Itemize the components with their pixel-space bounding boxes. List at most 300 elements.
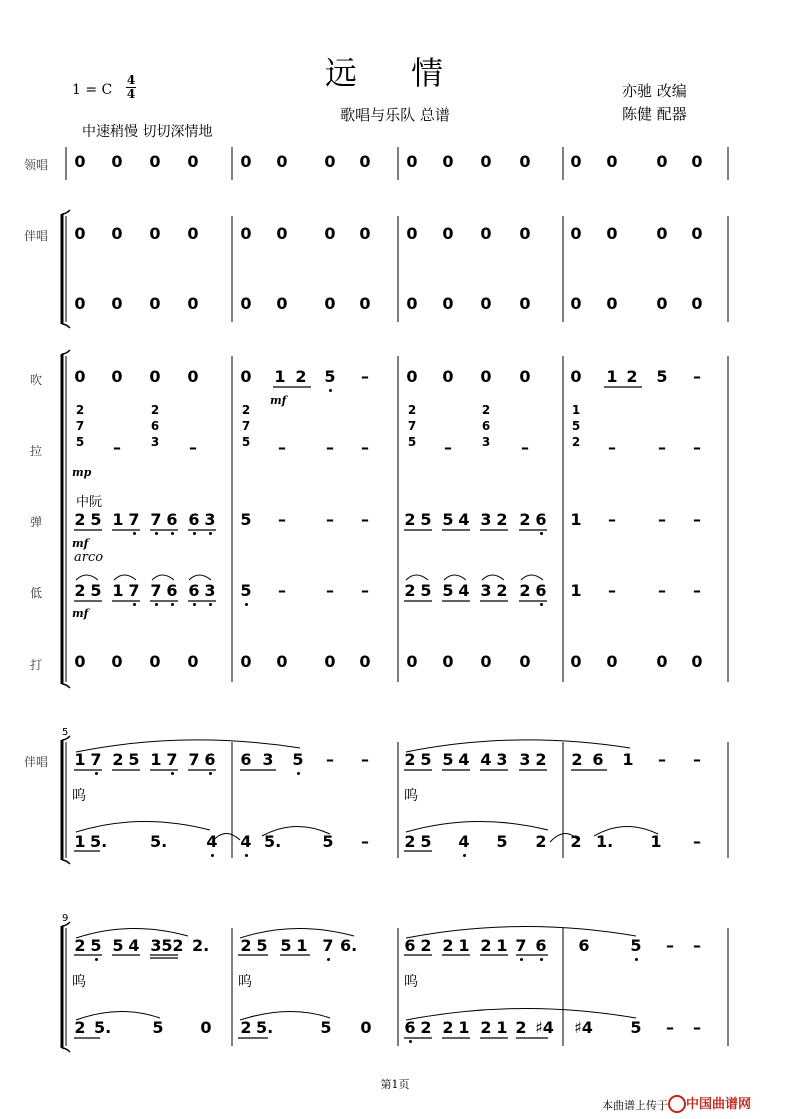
note: –	[361, 367, 369, 386]
note: 6	[535, 510, 547, 529]
dynamic-mf-wind: mf	[270, 394, 287, 407]
note: 3	[150, 936, 162, 955]
note: 1	[570, 510, 582, 529]
note: –	[278, 581, 286, 600]
arco-marking: arco	[74, 550, 104, 565]
note: 5	[496, 832, 508, 851]
note: 1	[570, 581, 582, 600]
octave-dot-below	[540, 603, 543, 606]
note: 5	[324, 367, 336, 386]
note: –	[361, 581, 369, 600]
note: 1	[150, 750, 162, 769]
note: 6	[166, 510, 178, 529]
note: 0	[691, 652, 703, 671]
note: 2	[519, 581, 531, 600]
note: 0	[656, 294, 668, 313]
chord-note: 7	[407, 419, 417, 433]
note: 4	[458, 750, 470, 769]
note: 0	[406, 152, 418, 171]
octave-dot-below	[155, 532, 158, 535]
note: 0	[149, 652, 161, 671]
note: 2	[420, 936, 432, 955]
note: 0	[442, 367, 454, 386]
octave-dot-below	[209, 603, 212, 606]
note: –	[361, 832, 369, 851]
note: 6	[188, 510, 200, 529]
note: 0	[442, 652, 454, 671]
note: 2	[480, 1018, 492, 1037]
lyric-wu-2: 呜	[404, 788, 418, 804]
note: 7	[515, 936, 527, 955]
note: 0	[606, 652, 618, 671]
note: 5	[90, 936, 102, 955]
note: 2.	[192, 936, 210, 955]
chord-note: 5	[571, 419, 581, 433]
note: 5.	[264, 832, 282, 851]
chord-note: 6	[481, 419, 491, 433]
note: 0	[149, 224, 161, 243]
note: –	[608, 510, 616, 529]
note: –	[521, 438, 529, 457]
octave-dot-below	[540, 532, 543, 535]
note: 0	[406, 224, 418, 243]
note: 0	[149, 294, 161, 313]
octave-dot-below	[327, 958, 330, 961]
note: 0	[656, 224, 668, 243]
note: 4	[458, 510, 470, 529]
note: 5.	[94, 1018, 112, 1037]
octave-dot-below	[409, 1040, 412, 1043]
note: 0	[406, 652, 418, 671]
note: –	[278, 510, 286, 529]
note: 0	[442, 294, 454, 313]
note: –	[113, 438, 121, 457]
note: 2	[74, 1018, 86, 1037]
note: 5	[322, 832, 334, 851]
note: 2	[240, 1018, 252, 1037]
lyric-wu-5: 呜	[404, 974, 418, 990]
note: 2	[626, 367, 638, 386]
note: 5	[112, 936, 124, 955]
label-backing: 伴唱	[24, 229, 49, 243]
octave-dot-below	[171, 603, 174, 606]
label-backing-2: 伴唱	[24, 755, 49, 769]
note: 7	[150, 510, 162, 529]
note: 4	[458, 581, 470, 600]
note: 0	[187, 367, 199, 386]
note: 0	[606, 294, 618, 313]
note: 5	[240, 510, 252, 529]
note: 5	[90, 581, 102, 600]
chord-note: 2	[150, 403, 160, 417]
note: –	[361, 750, 369, 769]
note: –	[608, 581, 616, 600]
note: 0	[74, 224, 86, 243]
note: ♯4	[535, 1018, 554, 1037]
score-subtitle: 歌唱与乐队 总谱	[340, 106, 450, 124]
note: –	[658, 438, 666, 457]
note: 6	[535, 581, 547, 600]
note: 0	[187, 152, 199, 171]
note: 0	[187, 224, 199, 243]
note: –	[693, 367, 701, 386]
octave-dot-below	[171, 532, 174, 535]
octave-dot-below	[193, 532, 196, 535]
lyric-wu-3: 呜	[72, 974, 86, 990]
note: 0	[570, 294, 582, 313]
note: 7	[188, 750, 200, 769]
note: 0	[359, 224, 371, 243]
note: 2	[535, 832, 547, 851]
note: 0	[480, 224, 492, 243]
note: –	[326, 510, 334, 529]
octave-dot-below	[520, 958, 523, 961]
lyric-wu-4: 呜	[238, 974, 252, 990]
note: 0	[74, 652, 86, 671]
note: –	[693, 581, 701, 600]
note: 0	[111, 367, 123, 386]
octave-dot-below	[193, 603, 196, 606]
chord-note: 5	[407, 435, 417, 449]
note: 3	[480, 581, 492, 600]
note: 0	[359, 652, 371, 671]
note: 1	[650, 832, 662, 851]
note: 1	[496, 936, 508, 955]
arranger-credit: 亦驰 改编	[622, 82, 687, 100]
note: 0	[606, 152, 618, 171]
note: 0	[480, 152, 492, 171]
note: 5	[90, 510, 102, 529]
note: 7	[90, 750, 102, 769]
octave-dot-below	[133, 532, 136, 535]
note: 2	[571, 750, 583, 769]
note: 2	[404, 750, 416, 769]
note: 2	[480, 936, 492, 955]
note: 5	[292, 750, 304, 769]
note: –	[693, 1018, 701, 1037]
note: –	[189, 438, 197, 457]
note: 2	[519, 510, 531, 529]
dynamic-mf-plucked: mf	[72, 537, 89, 550]
note: 5	[656, 367, 668, 386]
octave-dot-below	[95, 772, 98, 775]
note: 0	[111, 294, 123, 313]
chord-note: 3	[481, 435, 491, 449]
dynamic-mp-bowed: mp	[72, 466, 92, 479]
note: 0	[111, 652, 123, 671]
note: 2	[496, 510, 508, 529]
note: 7	[128, 581, 140, 600]
chord-note: 2	[571, 435, 581, 449]
octave-dot-below	[171, 772, 174, 775]
note: 0	[442, 224, 454, 243]
note: 0	[606, 224, 618, 243]
chord-note: 7	[241, 419, 251, 433]
octave-dot-below	[209, 532, 212, 535]
octave-dot-below	[155, 603, 158, 606]
note: –	[278, 438, 286, 457]
note: 1	[296, 936, 308, 955]
note: 3	[204, 510, 216, 529]
note: 0	[519, 294, 531, 313]
note: 0	[691, 224, 703, 243]
note: 1	[622, 750, 634, 769]
chord-note: 5	[75, 435, 85, 449]
note: 7	[322, 936, 334, 955]
note: 6	[404, 936, 416, 955]
chord-note: 2	[407, 403, 417, 417]
note: 0	[276, 152, 288, 171]
time-signature-top: 4	[126, 73, 136, 87]
note: 6	[578, 936, 590, 955]
note: 6	[188, 581, 200, 600]
octave-dot-below	[297, 772, 300, 775]
note: 5	[420, 510, 432, 529]
note: 0	[111, 224, 123, 243]
note: 0	[149, 367, 161, 386]
note: 2	[74, 510, 86, 529]
label-low: 低	[30, 586, 43, 600]
note: 0	[74, 152, 86, 171]
note: 4	[458, 832, 470, 851]
note: –	[693, 832, 701, 851]
note: 0	[570, 652, 582, 671]
note: 0	[324, 652, 336, 671]
note: –	[666, 1018, 674, 1037]
chord-note: 2	[75, 403, 85, 417]
note: 5	[442, 510, 454, 529]
label-wind: 吹	[30, 373, 43, 387]
note: 0	[570, 224, 582, 243]
chord-note: 3	[150, 435, 160, 449]
note: –	[326, 750, 334, 769]
note: 5	[442, 581, 454, 600]
note: 4	[128, 936, 140, 955]
note: 6	[166, 581, 178, 600]
note: 0	[519, 367, 531, 386]
note: 0	[519, 152, 531, 171]
note: 0	[480, 294, 492, 313]
note: 2	[404, 581, 416, 600]
note: –	[693, 750, 701, 769]
note: 0	[187, 294, 199, 313]
note: 1	[606, 367, 618, 386]
note: 0	[519, 224, 531, 243]
octave-dot-below	[95, 958, 98, 961]
note: ♯4	[574, 1018, 593, 1037]
note: 0	[74, 367, 86, 386]
note: 2	[496, 581, 508, 600]
note: 2	[515, 1018, 527, 1037]
note: 0	[480, 367, 492, 386]
site-logo-icon	[668, 1095, 686, 1113]
note: 5	[420, 750, 432, 769]
note: 0	[187, 652, 199, 671]
measure-number-9: 9	[62, 913, 69, 924]
note: 1	[274, 367, 286, 386]
note: 0	[656, 152, 668, 171]
note: 7	[166, 750, 178, 769]
note: 4	[240, 832, 252, 851]
note: 0	[442, 152, 454, 171]
note: –	[326, 438, 334, 457]
note: 0	[240, 152, 252, 171]
note: 7	[128, 510, 140, 529]
note: 2	[172, 936, 184, 955]
octave-dot-below	[635, 958, 638, 961]
note: –	[326, 581, 334, 600]
note: 6	[535, 936, 547, 955]
note: 5	[256, 936, 268, 955]
note: 1	[458, 936, 470, 955]
note: 0	[656, 652, 668, 671]
note: 5	[161, 936, 173, 955]
note: 1	[458, 1018, 470, 1037]
octave-dot-below	[540, 958, 543, 961]
dynamic-mf-low: mf	[72, 607, 89, 620]
note: 0	[276, 224, 288, 243]
note: 1	[496, 1018, 508, 1037]
note: 3	[204, 581, 216, 600]
note: 0	[240, 224, 252, 243]
note: 2	[420, 1018, 432, 1037]
note: 7	[150, 581, 162, 600]
note: 6	[240, 750, 252, 769]
note: 0	[359, 294, 371, 313]
orchestrator-credit: 陈健 配器	[622, 105, 687, 123]
site-name: 中国曲谱网	[686, 1097, 752, 1112]
chord-note: 2	[241, 403, 251, 417]
note: 0	[360, 1018, 372, 1037]
note: 2	[240, 936, 252, 955]
chord-note: 2	[481, 403, 491, 417]
note: 5	[630, 936, 642, 955]
score-title: 远 情	[324, 54, 466, 92]
note: –	[608, 438, 616, 457]
note: 0	[406, 367, 418, 386]
octave-dot-below	[463, 854, 466, 857]
note: 5	[630, 1018, 642, 1037]
chord-note: 1	[571, 403, 581, 417]
note: 5	[420, 832, 432, 851]
chord-note: 5	[241, 435, 251, 449]
octave-dot-below	[329, 389, 332, 392]
measure-number-5: 5	[62, 727, 69, 738]
note: –	[361, 438, 369, 457]
key-signature: 1 = C	[72, 82, 113, 98]
note: 2	[442, 936, 454, 955]
note: –	[693, 510, 701, 529]
octave-dot-below	[209, 772, 212, 775]
note: 5.	[90, 832, 108, 851]
note: 2	[74, 581, 86, 600]
note: 0	[200, 1018, 212, 1037]
note: 5	[420, 581, 432, 600]
note: 3	[480, 510, 492, 529]
note: 0	[691, 152, 703, 171]
note: 6	[592, 750, 604, 769]
note: 0	[359, 152, 371, 171]
note: 3	[496, 750, 508, 769]
note: 0	[74, 294, 86, 313]
note: 6	[204, 750, 216, 769]
upload-text: 本曲谱上传于	[602, 1099, 668, 1112]
note: 1	[112, 581, 124, 600]
note: 0	[276, 294, 288, 313]
octave-dot-below	[211, 854, 214, 857]
note: 1	[74, 832, 86, 851]
note: 5	[152, 1018, 164, 1037]
note: –	[361, 510, 369, 529]
octave-dot-below	[133, 603, 136, 606]
note: 1	[74, 750, 86, 769]
note: 5	[128, 750, 140, 769]
note: 2	[535, 750, 547, 769]
note: 0	[240, 294, 252, 313]
lyric-wu-1: 呜	[72, 788, 86, 804]
note: 0	[324, 224, 336, 243]
note: 2	[112, 750, 124, 769]
note: 0	[324, 294, 336, 313]
note: 0	[519, 652, 531, 671]
note: 3	[262, 750, 274, 769]
note: –	[444, 438, 452, 457]
note: 0	[570, 367, 582, 386]
note: 3	[519, 750, 531, 769]
note: 5.	[150, 832, 168, 851]
note: 0	[406, 294, 418, 313]
note: –	[658, 750, 666, 769]
note: 1	[112, 510, 124, 529]
note: –	[658, 581, 666, 600]
note: –	[693, 438, 701, 457]
note: 0	[691, 294, 703, 313]
note: 5	[280, 936, 292, 955]
note: 0	[570, 152, 582, 171]
note: 2	[74, 936, 86, 955]
note: 0	[480, 652, 492, 671]
note: 2	[295, 367, 307, 386]
note: 4	[480, 750, 492, 769]
note: 0	[240, 652, 252, 671]
note: 6.	[340, 936, 358, 955]
label-bowed: 拉	[30, 444, 43, 458]
chord-note: 6	[150, 419, 160, 433]
note: 4	[206, 832, 218, 851]
note: –	[666, 936, 674, 955]
label-lead: 领唱	[24, 158, 49, 172]
note: 2	[570, 832, 582, 851]
note: 0	[324, 152, 336, 171]
note: 0	[276, 652, 288, 671]
note: –	[658, 510, 666, 529]
note: 2	[404, 832, 416, 851]
note: 0	[240, 367, 252, 386]
octave-dot-below	[245, 603, 248, 606]
note: 0	[149, 152, 161, 171]
note: 0	[111, 152, 123, 171]
octave-dot-below	[245, 854, 248, 857]
note: –	[693, 936, 701, 955]
note: 5.	[256, 1018, 274, 1037]
tempo-marking: 中速稍慢 切切深情地	[82, 124, 213, 140]
chord-note: 7	[75, 419, 85, 433]
note: 5	[320, 1018, 332, 1037]
note: 2	[404, 510, 416, 529]
note: 5	[442, 750, 454, 769]
label-plucked: 弹	[30, 515, 43, 529]
note: 6	[404, 1018, 416, 1037]
